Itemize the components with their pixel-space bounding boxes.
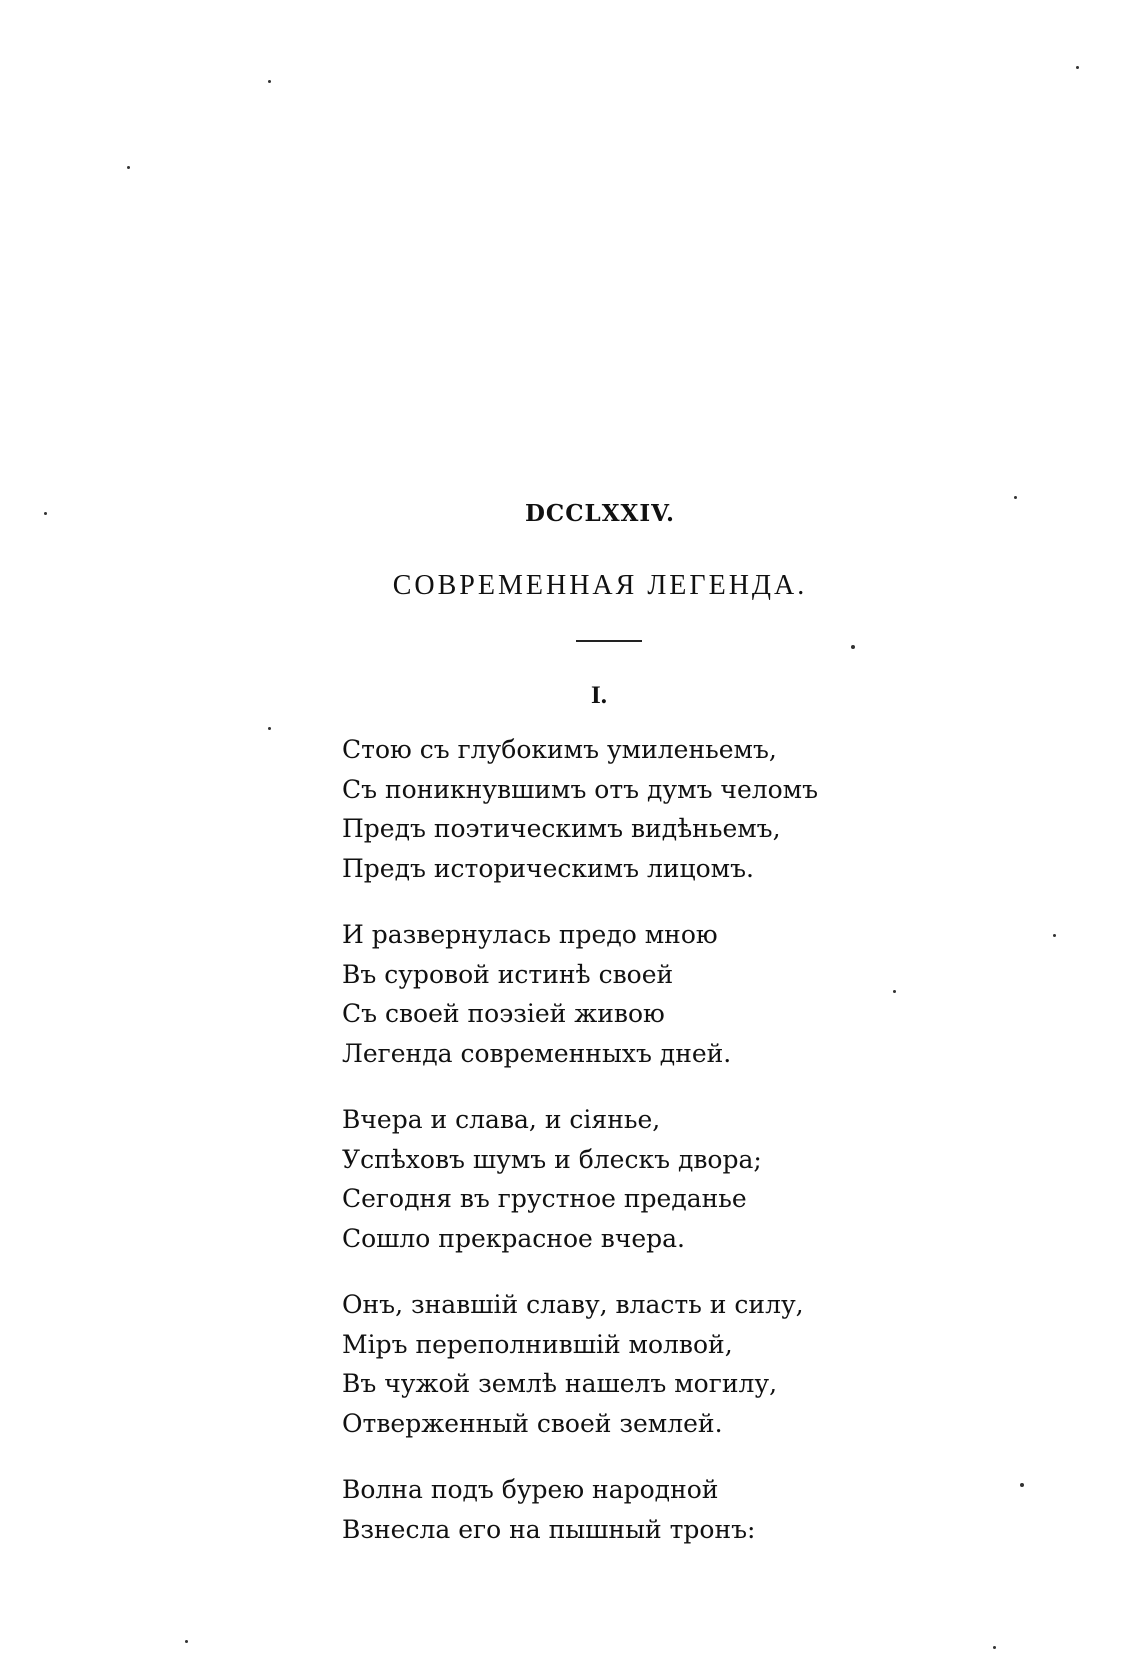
verse-line: Вчера и слава, и сіянье, [342,1105,661,1134]
scan-speck [1014,496,1017,499]
scan-speck [268,727,271,730]
poem-body [342,730,882,1576]
scan-speck [185,1640,188,1643]
verse-line: Съ своей поэзіей живою [342,999,665,1028]
stanza [342,730,882,888]
verse-line: Волна подъ бурею народной [342,1475,719,1504]
verse-line: Стою съ глубокимъ умиленьемъ, [342,735,777,764]
verse-line: Съ поникнувшимъ отъ думъ челомъ [342,774,819,804]
verse-line: Успѣховъ шумъ и блескъ двора; [342,1144,762,1174]
scan-speck [1076,66,1079,69]
scan-speck [127,166,130,169]
stanza [342,1100,882,1258]
title-divider [576,640,642,642]
verse-line: Сошло прекрасное вчера. [342,1223,686,1253]
verse-line: Взнесла его на пышный тронъ: [342,1514,756,1544]
section-numeral: I. [591,682,607,709]
verse-line: И развернулась предо мною [342,920,718,949]
verse-line: Въ чужой землѣ нашелъ могилу, [342,1369,778,1398]
stanza [342,915,882,1073]
scan-speck [268,80,271,83]
stanza [342,1470,882,1549]
scan-speck [993,1646,996,1649]
stanza [342,1285,882,1443]
poem-number: DCCLXXIV. [524,500,675,527]
verse-line: Предъ поэтическимъ видѣньемъ, [342,814,781,843]
scan-speck [851,645,855,649]
scan-speck [1053,934,1056,937]
verse-line: Сегодня въ грустное преданье [342,1184,747,1213]
scan-speck [44,512,47,515]
verse-line: Отверженный своей землей. [342,1408,723,1438]
scan-speck [1020,1483,1024,1487]
verse-line: Предъ историческимъ лицомъ. [342,853,754,883]
verse-line: Въ суровой истинѣ своей [342,959,674,989]
verse-line: Онъ, знавшій славу, власть и силу, [342,1290,804,1319]
poem-title: СОВРЕМЕННАЯ ЛЕГЕНДА. [392,570,808,601]
verse-line: Міръ переполнившій молвой, [342,1329,733,1359]
scan-speck [893,990,896,993]
verse-line: Легенда современныхъ дней. [342,1038,732,1068]
